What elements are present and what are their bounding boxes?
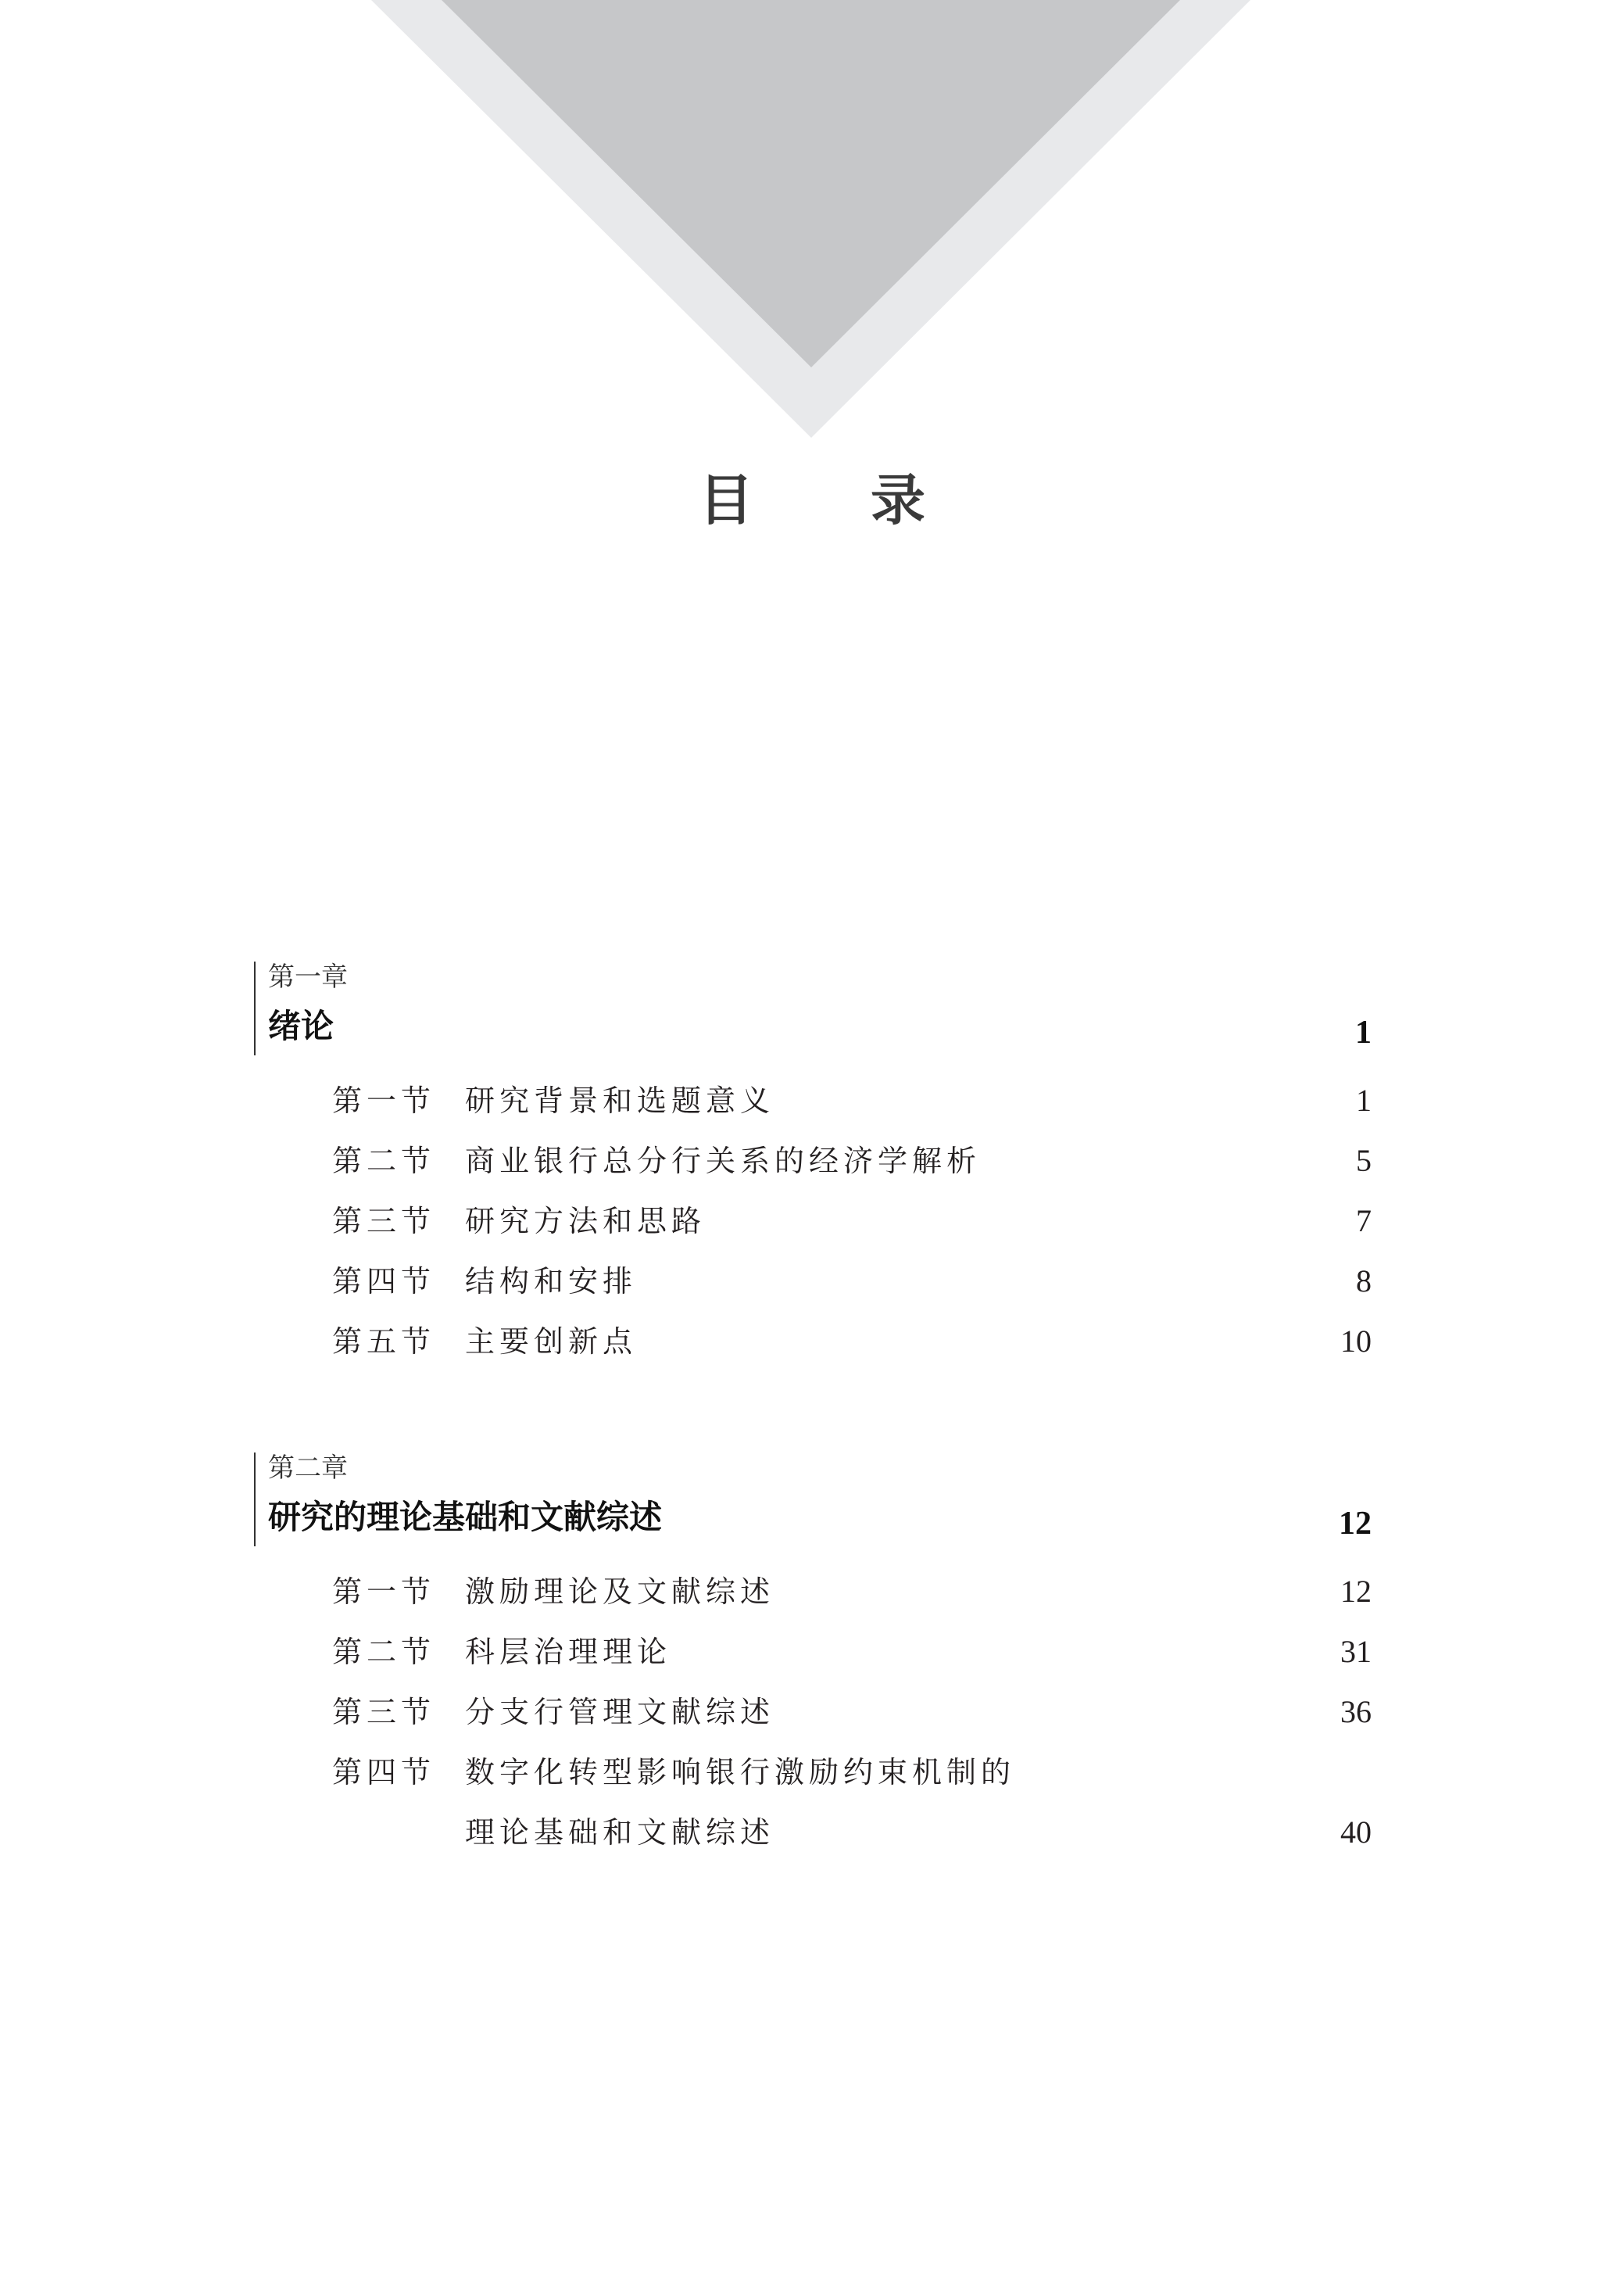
inner-triangle [442,0,1180,367]
section-page-number: 40 [1340,1814,1372,1850]
toc-entry[interactable] [254,1137,1372,1198]
chapter-page-number: 1 [1355,1015,1372,1051]
chapter-header [254,1453,1372,1546]
section-number: 第三节 [332,1204,436,1238]
chapter-2 [254,1453,1372,1869]
section-page-number: 8 [1356,1263,1372,1298]
section-number: 第四节 [332,1264,436,1298]
section-page-number: 31 [1340,1634,1372,1669]
toc-entry[interactable] [254,1689,1372,1749]
section-title: 商业银行总分行关系的经济学解析 [465,1144,982,1178]
section-page-number: 7 [1356,1203,1372,1238]
chapter-title[interactable]: 研究的理论基础和文献综述 [268,1498,663,1536]
toc-entry[interactable] [254,1628,1372,1689]
chapter-label: 第一章 [268,962,348,993]
section-page-number: 12 [1340,1574,1372,1609]
section-list [254,1568,1372,1869]
chapter-header [254,962,1372,1055]
section-number: 第五节 [332,1324,436,1359]
toc-entry[interactable] [254,1077,1372,1137]
section-number: 第二节 [332,1144,436,1178]
page-title: 目录 [699,468,1043,532]
toc-entry[interactable] [254,1318,1372,1378]
section-title: 研究背景和选题意义 [465,1084,775,1118]
section-number: 第一节 [332,1084,436,1118]
chapter-page-number: 12 [1339,1506,1372,1542]
section-title: 科层治理理论 [465,1635,672,1669]
chapter-1 [254,962,1372,1378]
toc-entry[interactable] [254,1198,1372,1258]
section-title: 主要创新点 [465,1324,638,1359]
section-title: 研究方法和思路 [465,1204,706,1238]
section-page-number: 10 [1340,1324,1372,1359]
section-list [254,1077,1372,1378]
section-title: 激励理论及文献综述 [465,1574,775,1609]
section-title: 数字化转型影响银行激励约束机制的 [465,1755,1016,1789]
toc-entry[interactable] [254,1258,1372,1318]
section-number: 第一节 [332,1574,436,1609]
section-page-number: 36 [1340,1694,1372,1729]
section-title-continued: 理论基础和文献综述 [465,1815,775,1850]
section-number: 第四节 [332,1755,436,1789]
section-number: 第二节 [332,1635,436,1669]
section-page-number: 5 [1356,1143,1372,1178]
header-decoration [0,0,1624,469]
section-number: 第三节 [332,1695,436,1729]
section-title: 分支行管理文献综述 [465,1695,775,1729]
section-title: 结构和安排 [465,1264,638,1298]
chapter-label: 第二章 [268,1453,348,1484]
section-page-number: 1 [1356,1083,1372,1118]
chapter-title[interactable]: 绪论 [268,1007,334,1045]
toc-entry[interactable] [254,1568,1372,1628]
toc-entry[interactable] [254,1749,1372,1869]
